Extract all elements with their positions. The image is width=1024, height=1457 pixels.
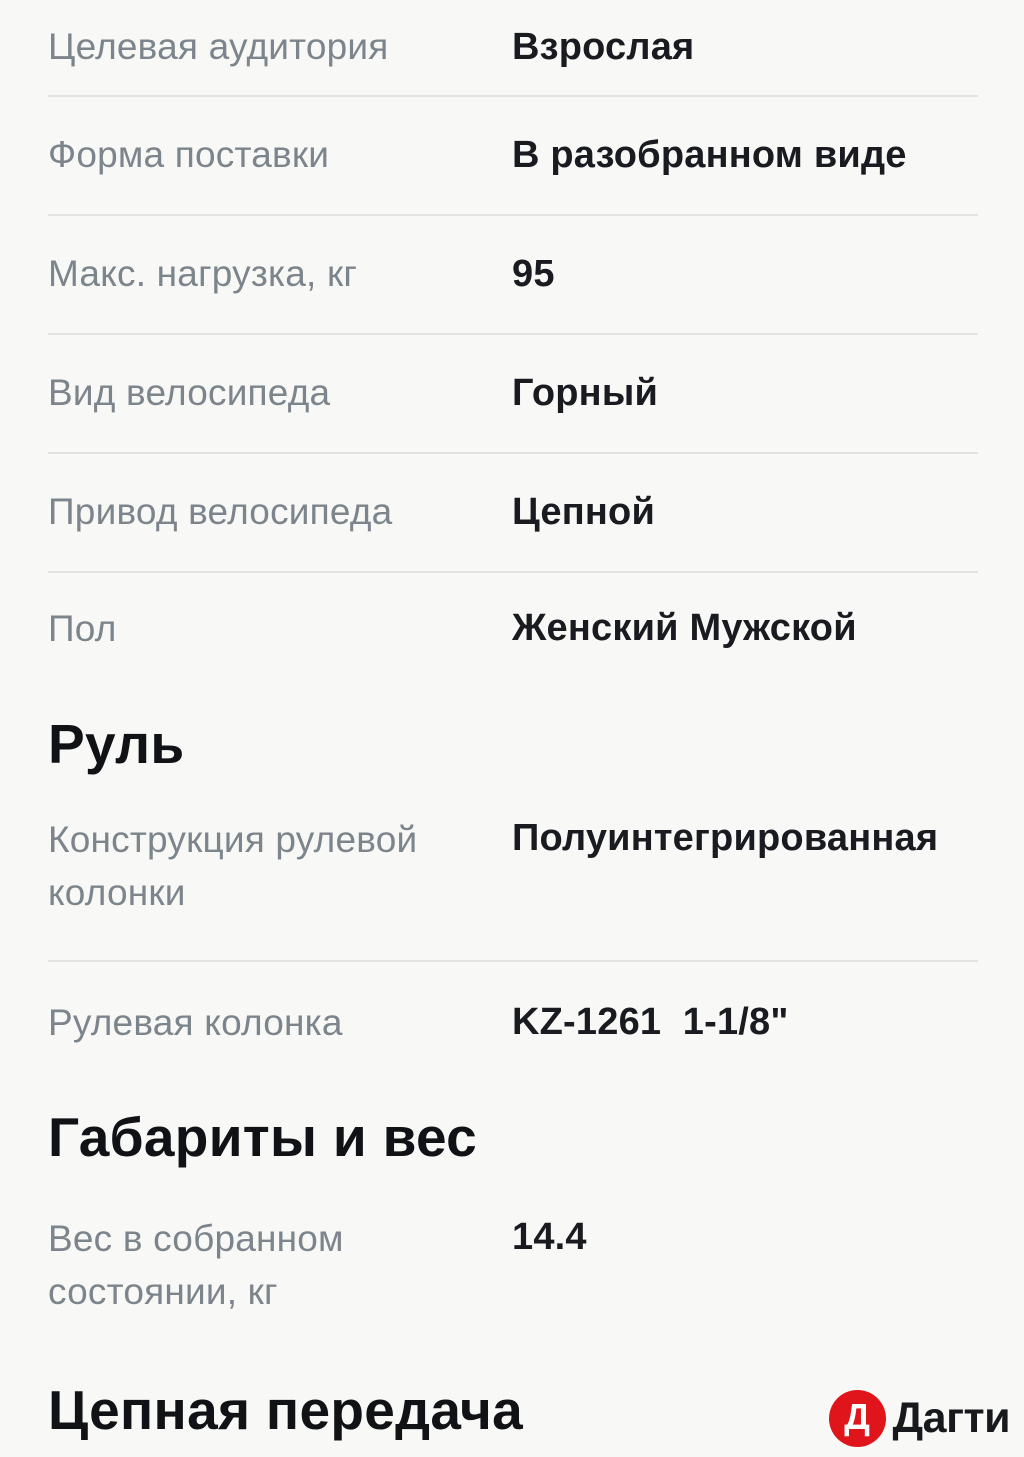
spec-label: Конструкция рулевой колонки bbox=[48, 819, 418, 913]
spec-label: Вид велосипеда bbox=[48, 372, 331, 414]
section-title-chain: Цепная передача bbox=[48, 1379, 523, 1441]
spec-row bbox=[48, 1175, 978, 1353]
spec-value: 95 bbox=[512, 252, 555, 295]
spec-value: KZ-1261 1-1/8" bbox=[512, 1001, 789, 1044]
section-title-dimensions: Габариты и вес bbox=[48, 1106, 478, 1168]
spec-label: Макс. нагрузка, кг bbox=[48, 253, 358, 295]
spec-row bbox=[48, 335, 978, 454]
spec-row bbox=[48, 776, 978, 962]
brand-badge-icon: Д bbox=[829, 1390, 886, 1447]
spec-value: Взрослая bbox=[512, 25, 695, 68]
spec-row bbox=[48, 454, 978, 573]
spec-row bbox=[48, 962, 978, 1084]
spec-value: Горный bbox=[512, 371, 659, 414]
spec-value: Цепной bbox=[512, 490, 656, 533]
section-title-handlebar: Руль bbox=[48, 713, 185, 775]
spec-label: Рулевая колонка bbox=[48, 1001, 343, 1043]
spec-label: Форма поставки bbox=[48, 134, 330, 176]
spec-label: Пол bbox=[48, 607, 117, 649]
spec-value: Женский Мужской bbox=[512, 607, 857, 650]
spec-row bbox=[48, 573, 978, 685]
spec-row bbox=[48, 97, 978, 216]
spec-value: 14.4 bbox=[512, 1216, 587, 1258]
spec-value: В разобранном виде bbox=[512, 133, 907, 176]
watermark-logo bbox=[829, 1390, 1010, 1447]
spec-row bbox=[48, 0, 978, 97]
spec-label: Вес в собранном состоянии, кг bbox=[48, 1218, 344, 1312]
spec-label: Привод велосипеда bbox=[48, 491, 393, 533]
brand-name: Дагти bbox=[892, 1394, 1010, 1442]
spec-label: Целевая аудитория bbox=[48, 26, 389, 68]
spec-value: Полуинтегрированная bbox=[512, 817, 939, 859]
spec-row bbox=[48, 216, 978, 335]
